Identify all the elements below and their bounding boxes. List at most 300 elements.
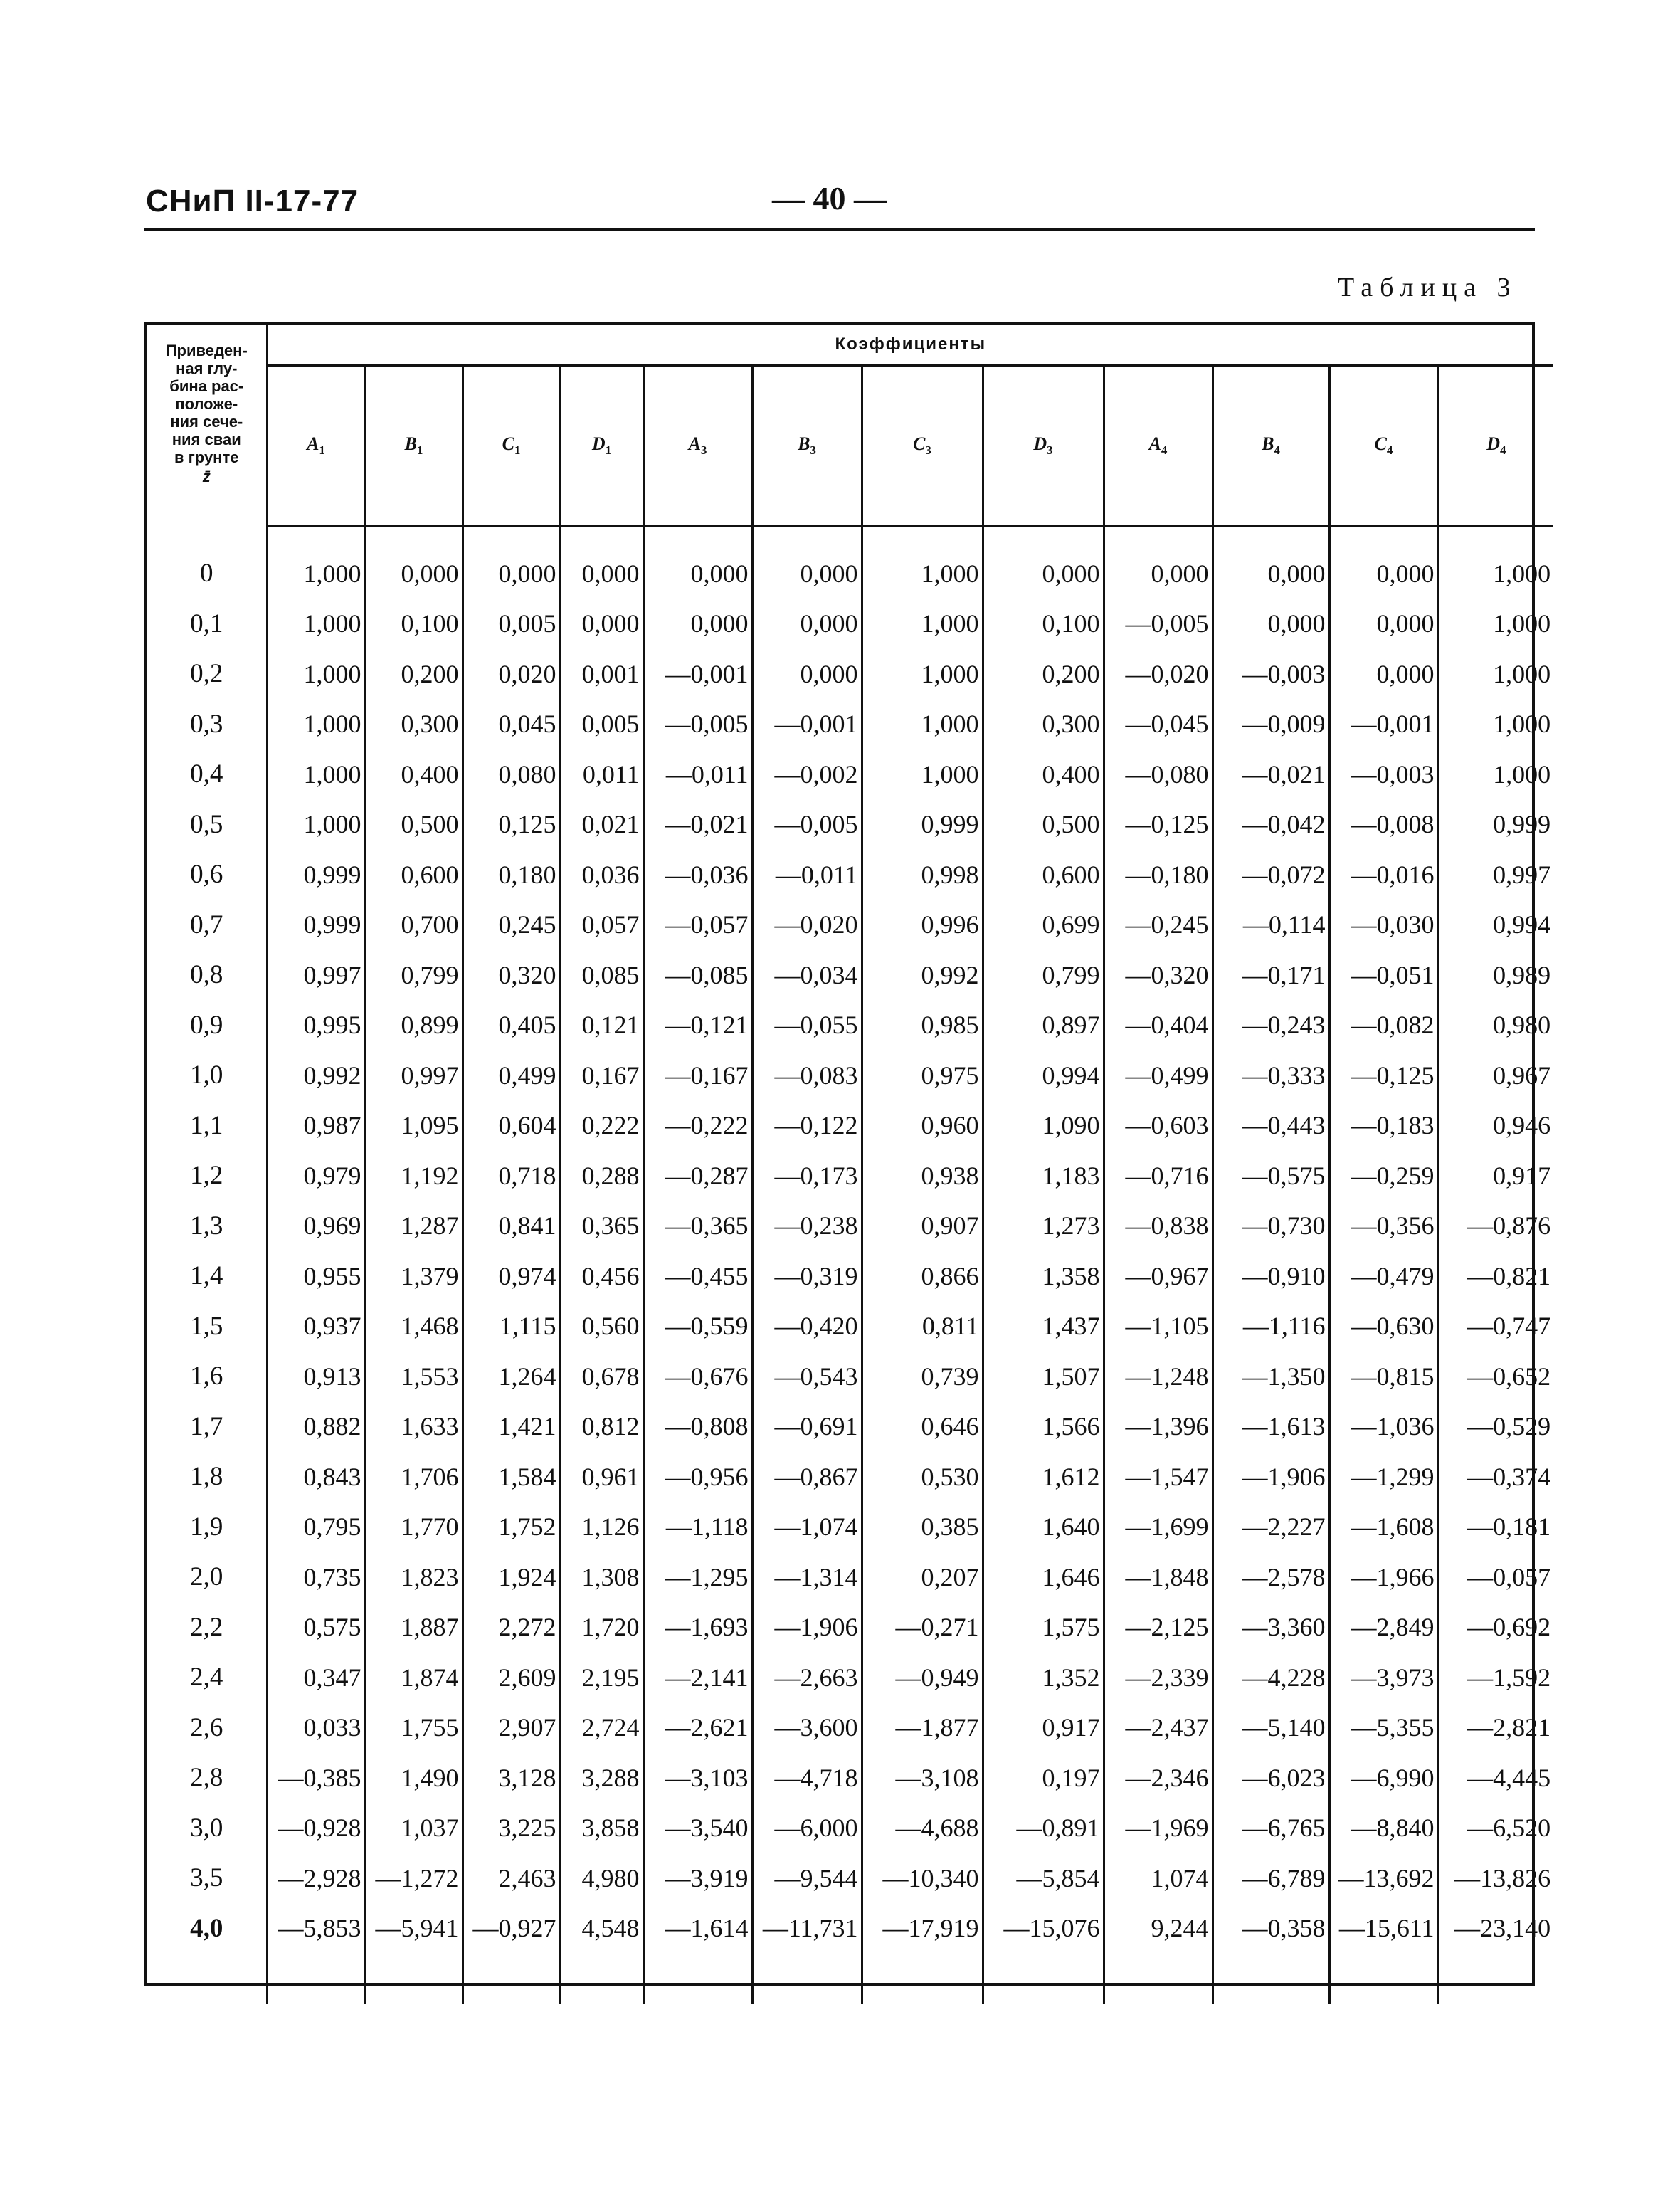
coefficient-cell: —0,183 [1329, 1100, 1438, 1151]
coefficient-cell: 0,400 [983, 749, 1104, 800]
coefficient-cell: 1,273 [983, 1201, 1104, 1251]
coefficient-cell: —0,356 [1329, 1201, 1438, 1251]
coefficient-cell: —0,320 [1104, 950, 1213, 1001]
coefficient-cell: —0,008 [1329, 799, 1438, 850]
coefficient-cell: 0,405 [463, 1000, 560, 1051]
coefficient-cell: 2,724 [560, 1702, 643, 1753]
depth-cell: 0,2 [147, 649, 267, 700]
coefficient-cell: 0,996 [862, 900, 983, 950]
coefficient-cell: 1,115 [463, 1301, 560, 1352]
coefficient-cell: 0,999 [267, 850, 365, 900]
coefficient-cell: —0,003 [1213, 649, 1329, 700]
coefficient-cell: 0,969 [267, 1201, 365, 1251]
coefficient-cell: 0,500 [983, 799, 1104, 850]
coefficient-cell: 0,045 [463, 699, 560, 749]
coefficient-cell: 1,755 [365, 1702, 463, 1753]
table-row [147, 1301, 1553, 1352]
coefficient-subscript: 4 [1499, 443, 1506, 458]
coefficient-cell: —0,543 [752, 1352, 862, 1402]
coefficient-column-header [267, 366, 365, 527]
coefficient-cell: 0,999 [267, 900, 365, 950]
coefficient-cell: —0,243 [1213, 1000, 1329, 1051]
coefficient-cell: 2,195 [560, 1653, 643, 1703]
coefficient-cell: 0,100 [983, 599, 1104, 649]
coefficient-cell: —0,455 [643, 1251, 752, 1302]
coefficient-column-header [1104, 366, 1213, 527]
table-row [147, 649, 1553, 700]
coefficient-cell: —6,765 [1213, 1803, 1329, 1853]
coefficient-cell: 1,566 [983, 1401, 1104, 1452]
coefficient-cell: 0,937 [267, 1301, 365, 1352]
coefficient-cell: —0,034 [752, 950, 862, 1001]
coefficient-cell: —10,340 [862, 1853, 983, 1904]
coefficient-column-header [365, 366, 463, 527]
coefficient-cell: 1,924 [463, 1552, 560, 1603]
coefficient-cell: —0,001 [643, 649, 752, 700]
coefficient-cell: —2,125 [1104, 1602, 1213, 1653]
coefficient-cell: —17,919 [862, 1903, 983, 1954]
depth-cell: 0,5 [147, 799, 267, 850]
coefficient-cell: 0,000 [752, 649, 862, 700]
coefficient-cell: —1,295 [643, 1552, 752, 1603]
coefficient-cell: 0,735 [267, 1552, 365, 1603]
coefficient-cell: 0,456 [560, 1251, 643, 1302]
coefficient-cell: 1,000 [1438, 699, 1553, 749]
coefficient-cell: 1,000 [267, 526, 365, 599]
table-row [147, 1051, 1553, 1101]
coefficient-column-header [862, 366, 983, 527]
coefficient-cell: 1,823 [365, 1552, 463, 1603]
coefficient-cell: —0,956 [643, 1452, 752, 1502]
coefficient-cell: —0,011 [643, 749, 752, 800]
coefficient-cell: —6,000 [752, 1803, 862, 1853]
empty-cell [267, 1954, 365, 2004]
table-row [147, 1401, 1553, 1452]
coefficient-cell: —0,011 [752, 850, 862, 900]
coefficient-cell: 0,021 [560, 799, 643, 850]
coefficient-cell: 1,640 [983, 1502, 1104, 1552]
coefficient-cell: 1,646 [983, 1552, 1104, 1603]
table-row [147, 850, 1553, 900]
coefficient-cell: —2,578 [1213, 1552, 1329, 1603]
coefficient-cell: 0,167 [560, 1051, 643, 1101]
coefficient-cell: 0,799 [365, 950, 463, 1001]
coefficient-cell: 0,994 [1438, 900, 1553, 950]
depth-header-line: ния сваи [171, 431, 241, 448]
coefficient-cell: —1,272 [365, 1853, 463, 1904]
coefficient-cell: —0,676 [643, 1352, 752, 1402]
coefficient-column-header [643, 366, 752, 527]
coefficient-cell: —2,821 [1438, 1702, 1553, 1753]
coefficient-cell: 0,011 [560, 749, 643, 800]
empty-cell [752, 1954, 862, 2004]
coefficient-cell: —0,030 [1329, 900, 1438, 950]
depth-header-line: ния сече- [170, 413, 243, 431]
coefficient-cell: 2,907 [463, 1702, 560, 1753]
table-row [147, 1702, 1553, 1753]
coefficient-cell: 0,125 [463, 799, 560, 850]
coefficient-cell: 3,858 [560, 1803, 643, 1853]
coefficient-subscript: 4 [1386, 443, 1393, 458]
coefficient-cell: 0,907 [862, 1201, 983, 1251]
coefficient-cell: 0,005 [560, 699, 643, 749]
coefficient-cell: —0,479 [1329, 1251, 1438, 1302]
table-row [147, 749, 1553, 800]
coefficient-cell: 0,499 [463, 1051, 560, 1101]
coefficient-cell: 0,799 [983, 950, 1104, 1001]
coefficient-cell: 1,000 [862, 599, 983, 649]
coefficient-cell: —0,122 [752, 1100, 862, 1151]
coefficient-cell: 1,770 [365, 1502, 463, 1552]
table-row [147, 950, 1553, 1001]
coefficient-cell: —1,966 [1329, 1552, 1438, 1603]
table-row [147, 1803, 1553, 1853]
table-row [147, 526, 1553, 599]
coefficient-cell: 1,437 [983, 1301, 1104, 1352]
coefficient-cell: —0,910 [1213, 1251, 1329, 1302]
table-row [147, 1000, 1553, 1051]
coefficient-cell: —1,877 [862, 1702, 983, 1753]
coefficient-cell: 0,001 [560, 649, 643, 700]
coefficient-cell: 0,000 [1329, 649, 1438, 700]
table-row [147, 1602, 1553, 1653]
coefficient-cell: 0,946 [1438, 1100, 1553, 1151]
empty-cell [1213, 1954, 1329, 2004]
coefficient-cell: —1,118 [643, 1502, 752, 1552]
coefficient-column-header [1329, 366, 1438, 527]
coefficient-cell: 1,421 [463, 1401, 560, 1452]
coefficient-cell: —1,314 [752, 1552, 862, 1603]
coefficient-cell: —0,125 [1329, 1051, 1438, 1101]
coefficient-cell: 1,037 [365, 1803, 463, 1853]
table-row [147, 1903, 1553, 1954]
coefficient-cell: —15,076 [983, 1903, 1104, 1954]
coefficient-cell: 0,000 [1213, 599, 1329, 649]
coefficient-cell: 0,320 [463, 950, 560, 1001]
depth-cell: 0,8 [147, 950, 267, 1001]
coefficient-cell: 0,975 [862, 1051, 983, 1101]
coefficient-cell: —0,072 [1213, 850, 1329, 900]
coefficient-cell: 0,000 [983, 526, 1104, 599]
coefficient-cell: —0,333 [1213, 1051, 1329, 1101]
coefficient-cell: —0,730 [1213, 1201, 1329, 1251]
coefficient-cell: 3,128 [463, 1753, 560, 1804]
coefficient-cell: 0,992 [862, 950, 983, 1001]
coefficient-cell: —0,080 [1104, 749, 1213, 800]
table-row [147, 1653, 1553, 1703]
coefficient-cell: —0,630 [1329, 1301, 1438, 1352]
coefficient-cell: —3,973 [1329, 1653, 1438, 1703]
coefficient-cell: —5,941 [365, 1903, 463, 1954]
coefficient-cell: —4,445 [1438, 1753, 1553, 1804]
coefficient-cell: 0,678 [560, 1352, 643, 1402]
coefficient-subscript: 1 [514, 443, 521, 458]
coefficient-cell: 0,992 [267, 1051, 365, 1101]
coefficient-cell: —1,350 [1213, 1352, 1329, 1402]
table-row [147, 1352, 1553, 1402]
coefficients-group-header: Коэффициенты [267, 325, 1553, 366]
coefficient-cell: 0,600 [365, 850, 463, 900]
coefficient-cell: —13,692 [1329, 1853, 1438, 1904]
depth-header-line: положе- [175, 395, 238, 413]
depth-header-line: ная глу- [176, 359, 238, 377]
coefficient-cell: 0,994 [983, 1051, 1104, 1101]
coefficient-cell: 1,507 [983, 1352, 1104, 1402]
coefficient-subscript: 3 [1047, 443, 1053, 458]
depth-cell: 1,1 [147, 1100, 267, 1151]
coefficient-cell: 0,000 [560, 526, 643, 599]
depth-cell: 1,2 [147, 1151, 267, 1201]
coefficient-cell: —1,105 [1104, 1301, 1213, 1352]
coefficient-cell: —0,374 [1438, 1452, 1553, 1502]
coefficient-letter: A [688, 433, 701, 454]
coefficient-cell: 0,897 [983, 1000, 1104, 1051]
document-code: СНиП II-17-77 [146, 184, 359, 218]
coefficient-column-header [983, 366, 1104, 527]
coefficient-cell: —0,180 [1104, 850, 1213, 900]
coefficient-column-header [463, 366, 560, 527]
coefficient-cell: —8,840 [1329, 1803, 1438, 1853]
table-row [147, 1100, 1553, 1151]
coefficient-cell: —0,838 [1104, 1201, 1213, 1251]
coefficient-cell: 0,000 [1213, 526, 1329, 599]
coefficient-cell: —0,575 [1213, 1151, 1329, 1201]
coefficient-cell: —0,420 [752, 1301, 862, 1352]
coefficient-cell: 1,000 [862, 649, 983, 700]
coefficient-cell: —0,005 [752, 799, 862, 850]
coefficient-cell: 0,245 [463, 900, 560, 950]
coefficient-cell: 0,998 [862, 850, 983, 900]
header-divider [144, 228, 1535, 231]
coefficient-letter: A [307, 433, 319, 454]
coefficient-cell: —0,021 [1213, 749, 1329, 800]
coefficient-cell: 0,718 [463, 1151, 560, 1201]
coefficient-cell: —2,437 [1104, 1702, 1213, 1753]
coefficient-cell: —0,891 [983, 1803, 1104, 1853]
coefficient-cell: 0,997 [1438, 850, 1553, 900]
coefficient-cell: —0,967 [1104, 1251, 1213, 1302]
coefficient-cell: 1,468 [365, 1301, 463, 1352]
coefficient-cell: 1,000 [267, 799, 365, 850]
coefficient-cell: —0,121 [643, 1000, 752, 1051]
coefficient-cell: —0,167 [643, 1051, 752, 1101]
coefficient-cell: 3,225 [463, 1803, 560, 1853]
coefficient-cell: 1,000 [1438, 599, 1553, 649]
coefficient-cell: —1,592 [1438, 1653, 1553, 1703]
coefficient-cell: 9,244 [1104, 1903, 1213, 1954]
coefficient-cell: —0,021 [643, 799, 752, 850]
coefficient-cell: 0,987 [267, 1100, 365, 1151]
coefficient-cell: 0,020 [463, 649, 560, 700]
coefficient-cell: 0,917 [1438, 1151, 1553, 1201]
empty-cell [147, 1954, 267, 2004]
coefficient-cell: 0,955 [267, 1251, 365, 1302]
coefficient-cell: 0,200 [983, 649, 1104, 700]
empty-cell [560, 1954, 643, 2004]
coefficient-cell: 1,584 [463, 1452, 560, 1502]
depth-cell: 1,7 [147, 1401, 267, 1452]
coefficient-letter: B [798, 433, 810, 454]
coefficient-cell: —23,140 [1438, 1903, 1553, 1954]
depth-cell: 0,7 [147, 900, 267, 950]
coefficient-cell: —0,057 [643, 900, 752, 950]
coefficient-cell: 0,365 [560, 1201, 643, 1251]
coefficient-cell: —0,005 [643, 699, 752, 749]
coefficient-cell: 0,000 [560, 599, 643, 649]
coefficient-cell: 1,553 [365, 1352, 463, 1402]
coefficient-cell: 0,000 [643, 599, 752, 649]
coefficient-cell: 0,999 [862, 799, 983, 850]
coefficient-cell: —0,082 [1329, 1000, 1438, 1051]
coefficient-cell: 4,980 [560, 1853, 643, 1904]
coefficient-cell: 0,300 [365, 699, 463, 749]
coefficient-cell: —0,083 [752, 1051, 862, 1101]
coefficient-cell: —15,611 [1329, 1903, 1438, 1954]
coefficient-cell: —0,815 [1329, 1352, 1438, 1402]
coefficient-cell: —6,990 [1329, 1753, 1438, 1804]
coefficient-cell: 0,005 [463, 599, 560, 649]
coefficient-subscript: 4 [1161, 443, 1168, 458]
coefficient-cell: —0,603 [1104, 1100, 1213, 1151]
coefficient-cell: —2,621 [643, 1702, 752, 1753]
coefficient-cell: —11,731 [752, 1903, 862, 1954]
coefficient-cell: 1,352 [983, 1653, 1104, 1703]
coefficient-cell: 0,300 [983, 699, 1104, 749]
coefficient-cell: 1,000 [862, 699, 983, 749]
coefficient-cell: —0,385 [267, 1753, 365, 1804]
coefficient-letter: A [1148, 433, 1161, 454]
coefficient-cell: —4,228 [1213, 1653, 1329, 1703]
coefficient-letter: C [913, 433, 926, 454]
coefficient-cell: —5,355 [1329, 1702, 1438, 1753]
depth-header-line: z̄ [202, 468, 211, 485]
coefficient-cell: 1,358 [983, 1251, 1104, 1302]
coefficient-cell: —5,140 [1213, 1702, 1329, 1753]
coefficient-cell: —1,036 [1329, 1401, 1438, 1452]
coefficient-cell: 0,560 [560, 1301, 643, 1352]
coefficient-letter: D [1486, 433, 1500, 454]
coefficient-cell: —6,520 [1438, 1803, 1553, 1853]
coefficient-cell: —9,544 [752, 1853, 862, 1904]
coefficient-cell: —0,652 [1438, 1352, 1553, 1402]
depth-header-line: Приведен- [165, 342, 248, 359]
coefficient-letter: C [1374, 433, 1387, 454]
table-row [147, 1853, 1553, 1904]
coefficient-cell: 0,036 [560, 850, 643, 900]
coefficient-cell: —2,141 [643, 1653, 752, 1703]
coefficient-letter: D [591, 433, 606, 454]
coefficient-cell: 2,272 [463, 1602, 560, 1653]
table-row [147, 1502, 1553, 1552]
depth-cell: 4,0 [147, 1903, 267, 1954]
coefficient-cell: —1,608 [1329, 1502, 1438, 1552]
coefficient-subscript: 3 [700, 443, 707, 458]
coefficient-cell: 1,264 [463, 1352, 560, 1402]
coefficient-cell: 0,600 [983, 850, 1104, 900]
coefficient-cell: 1,287 [365, 1201, 463, 1251]
coefficient-column-header [752, 366, 862, 527]
coefficient-cell: 1,874 [365, 1653, 463, 1703]
coefficient-cell: —2,849 [1329, 1602, 1438, 1653]
coefficient-cell: 1,887 [365, 1602, 463, 1653]
coefficient-cell: 0,812 [560, 1401, 643, 1452]
coefficient-cell: —6,023 [1213, 1753, 1329, 1804]
coefficient-cell: 0,700 [365, 900, 463, 950]
table-row [147, 599, 1553, 649]
coefficient-cell: 0,882 [267, 1401, 365, 1452]
coefficient-cell: —0,949 [862, 1653, 983, 1703]
coefficient-cell: —0,222 [643, 1100, 752, 1151]
coefficient-cell: —0,181 [1438, 1502, 1553, 1552]
coefficient-cell: —0,443 [1213, 1100, 1329, 1151]
coefficient-cell: —0,358 [1213, 1903, 1329, 1954]
coefficient-cell: —0,002 [752, 749, 862, 800]
coefficient-cell: —0,125 [1104, 799, 1213, 850]
coefficient-cell: —3,600 [752, 1702, 862, 1753]
coefficient-cell: —0,529 [1438, 1401, 1553, 1452]
coefficient-cell: 0,899 [365, 1000, 463, 1051]
coefficient-cell: 0,646 [862, 1401, 983, 1452]
coefficient-cell: 1,706 [365, 1452, 463, 1502]
empty-cell [1329, 1954, 1438, 2004]
coefficient-cell: 0,843 [267, 1452, 365, 1502]
coefficient-cell: —4,688 [862, 1803, 983, 1853]
depth-cell: 0,4 [147, 749, 267, 800]
coefficient-cell: 1,126 [560, 1502, 643, 1552]
coefficient-subscript: 3 [925, 443, 931, 458]
coefficient-cell: 0,795 [267, 1502, 365, 1552]
coefficient-cell: 0,400 [365, 749, 463, 800]
coefficient-cell: —0,042 [1213, 799, 1329, 850]
coefficient-cell: 0,000 [752, 599, 862, 649]
coefficient-cell: 0,180 [463, 850, 560, 900]
coefficient-cell: 0,197 [983, 1753, 1104, 1804]
coefficient-cell: 1,379 [365, 1251, 463, 1302]
coefficient-column-header [560, 366, 643, 527]
coefficient-cell: 0,530 [862, 1452, 983, 1502]
coefficient-cell: —1,906 [1213, 1452, 1329, 1502]
depth-cell: 1,8 [147, 1452, 267, 1502]
coefficient-cell: 0,385 [862, 1502, 983, 1552]
coefficient-cell: 0,739 [862, 1352, 983, 1402]
coefficient-cell: —0,928 [267, 1803, 365, 1853]
coefficient-cell: —0,259 [1329, 1151, 1438, 1201]
coefficient-cell: —1,614 [643, 1903, 752, 1954]
coefficient-cell: 0,085 [560, 950, 643, 1001]
coefficient-letter: B [404, 433, 417, 454]
coefficient-cell: —0,171 [1213, 950, 1329, 1001]
table-row [147, 1552, 1553, 1603]
coefficient-cell: 0,960 [862, 1100, 983, 1151]
coefficient-cell: —0,692 [1438, 1602, 1553, 1653]
coefficient-cell: —0,287 [643, 1151, 752, 1201]
coefficient-cell: —0,691 [752, 1401, 862, 1452]
coefficient-cell: 0,938 [862, 1151, 983, 1201]
coefficient-cell: 0,033 [267, 1702, 365, 1753]
table-row [147, 900, 1553, 950]
depth-cell: 3,0 [147, 1803, 267, 1853]
coefficient-cell: —0,051 [1329, 950, 1438, 1001]
coefficient-cell: —1,613 [1213, 1401, 1329, 1452]
coefficient-cell: —0,085 [643, 950, 752, 1001]
coefficient-letter: C [502, 433, 514, 454]
coefficient-cell: 0,222 [560, 1100, 643, 1151]
coefficient-cell: 0,207 [862, 1552, 983, 1603]
coefficient-cell: 1,000 [1438, 526, 1553, 599]
coefficient-cell: 1,000 [267, 749, 365, 800]
coefficient-cell: —1,074 [752, 1502, 862, 1552]
coefficient-cell: 1,000 [1438, 749, 1553, 800]
